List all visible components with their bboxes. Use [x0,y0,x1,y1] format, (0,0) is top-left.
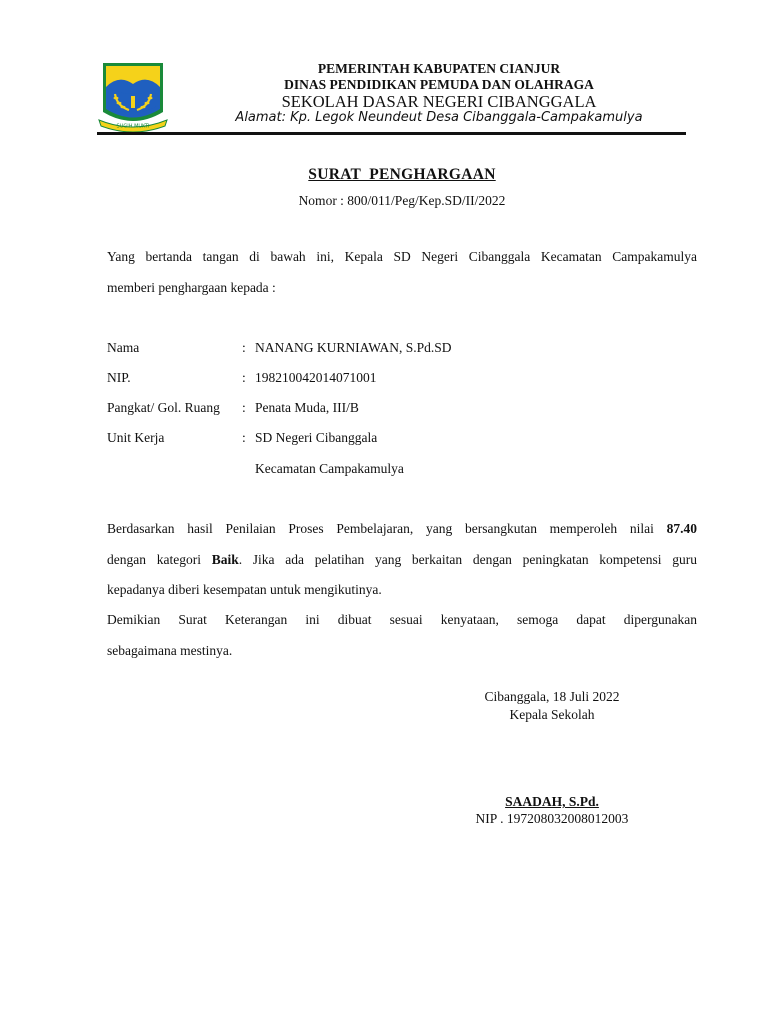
body-line-3: kepadanya diberi kesempatan untuk mengikutinya. [107,582,382,597]
document-title: SURAT PENGHARGAAN [308,166,496,183]
category-value: Baik [211,552,239,567]
field-value-unit: SD Negeri Cibanggala [255,430,378,445]
field-value-name: NANANG KURNIAWAN, S.Pd.SD [255,340,452,355]
field-colon: : [242,400,246,415]
signature-position: Kepala Sekolah [509,707,595,722]
signature-place-date: Cibanggala, 18 Juli 2022 [484,689,620,704]
signatory-nip: NIP . 197208032008012003 [475,811,629,826]
letterhead-school: SEKOLAH DASAR NEGERI CIBANGGALA [281,92,597,111]
score-value: 87.40 [666,521,697,536]
field-label-rank: Pangkat/ Gol. Ruang [107,400,220,415]
closing-line-1: Demikian Surat Keterangan ini dibuat sesuai kenyataan, semoga dapat dipergunakan [107,612,697,627]
intro-line-2: memberi penghargaan kepada : [107,280,276,295]
field-label-unit: Unit Kerja [107,430,165,445]
body-line-2-suffix: . Jika ada pelatihan yang berkaitan dengan peningkatan kompetensi guru [238,552,698,567]
field-value-unit-district: Kecamatan Campakamulya [255,461,404,476]
regency-logo [97,60,169,132]
field-colon: : [242,370,246,385]
letterhead-department: DINAS PENDIDIKAN PEMUDA DAN OLAHRAGA [284,77,594,92]
field-value-nip: 198210042014071001 [255,370,377,385]
body-line-2 [107,552,697,568]
letterhead-address: Alamat: Kp. Legok Neundeut Desa Cibanggala-Campakamulya [235,110,643,125]
body-line-1 [107,521,697,537]
signatory-name: SAADAH, S.Pd. [505,794,599,809]
letterhead-government: PEMERINTAH KABUPATEN CIANJUR [317,61,561,76]
logo-motto: SUGIH MUKTI [116,123,150,130]
intro-line-1: Yang bertanda tangan di bawah ini, Kepala SD Negeri Cibanggala Kecamatan Campakamulya [107,249,697,264]
field-colon: : [242,340,246,355]
field-value-rank: Penata Muda, III/B [255,400,359,415]
letterhead-divider [97,132,686,135]
body-line-1-text: Berdasarkan hasil Penilaian Proses Pembelajaran, yang bersangkutan memperoleh nilai [107,521,667,536]
field-colon: : [242,430,246,445]
body-line-2-prefix: dengan kategori [107,552,212,567]
closing-line-2: sebagaimana mestinya. [107,643,233,658]
document-number: Nomor : 800/011/Peg/Kep.SD/II/2022 [298,193,506,208]
field-label-name: Nama [107,340,140,355]
field-label-nip: NIP. [107,370,131,385]
